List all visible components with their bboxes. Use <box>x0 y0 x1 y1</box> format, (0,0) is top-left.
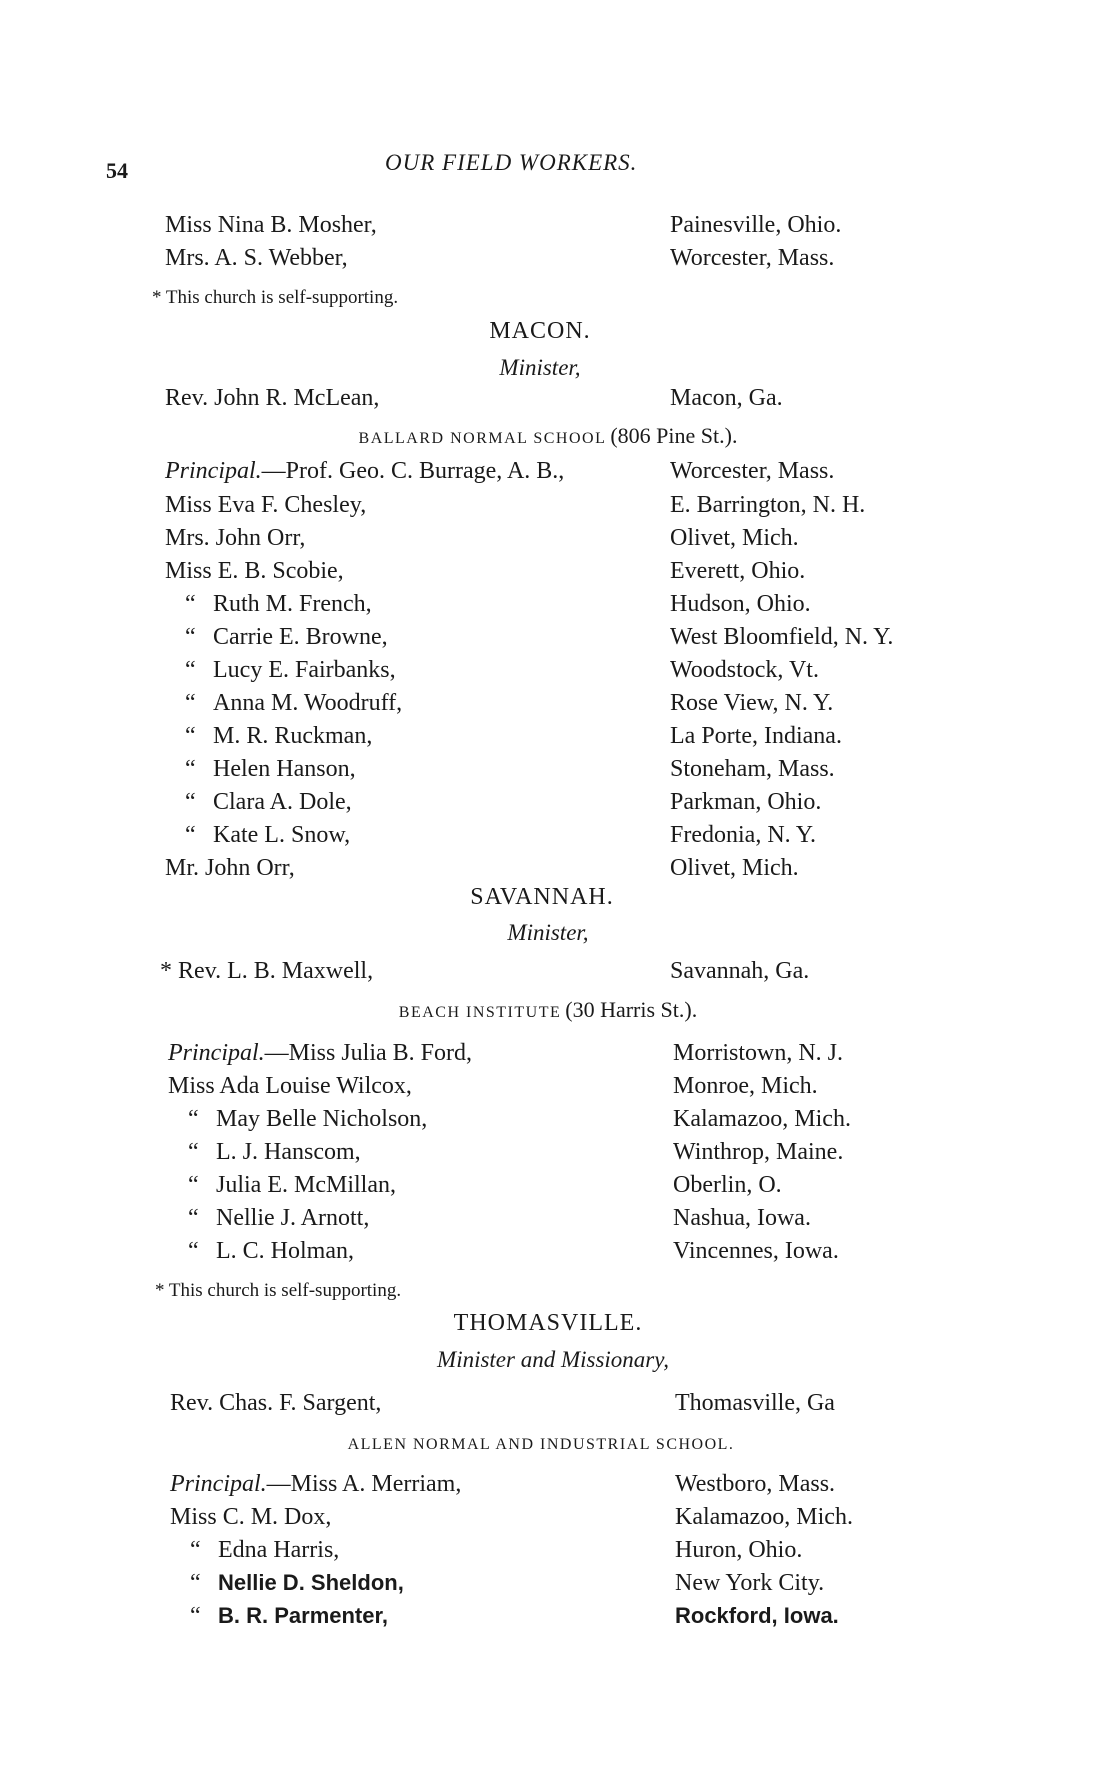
person-place: Thomasville, Ga <box>675 1390 835 1416</box>
school-name: BALLARD NORMAL SCHOOL <box>358 430 607 447</box>
person-name: Carrie E. Browne, <box>213 624 388 650</box>
ditto-mark: “ <box>185 591 196 617</box>
person-name: Miss C. M. Dox, <box>170 1504 332 1530</box>
person-place: Worcester, Mass. <box>670 245 835 271</box>
person-name: Mr. John Orr, <box>165 855 295 881</box>
person-name: Miss Nina B. Mosher, <box>165 212 377 238</box>
person-name: Helen Hanson, <box>213 756 356 782</box>
person-name: —Miss Julia B. Ford, <box>264 1040 473 1066</box>
person-name: Lucy E. Fairbanks, <box>213 657 396 683</box>
page-number: 54 <box>106 158 128 183</box>
ditto-mark: “ <box>185 690 196 716</box>
person-place: Morristown, N. J. <box>673 1040 844 1066</box>
running-head: OUR FIELD WORKERS. <box>385 150 638 175</box>
ditto-mark: “ <box>190 1570 201 1596</box>
person-place: Rockford, Iowa. <box>675 1603 839 1628</box>
person-name: —Miss A. Merriam, <box>266 1471 462 1497</box>
school-address: (806 Pine St.). <box>610 423 738 448</box>
person-name: Ruth M. French, <box>213 591 372 617</box>
person-place: Macon, Ga. <box>670 385 783 411</box>
person-name: Mrs. A. S. Webber, <box>165 245 348 271</box>
principal-label: Principal. <box>165 458 262 484</box>
person-name: Miss E. B. Scobie, <box>165 558 344 584</box>
person-name: Miss Eva F. Chesley, <box>165 492 367 518</box>
person-name: Anna M. Woodruff, <box>213 690 403 716</box>
person-name: —Prof. Geo. C. Burrage, A. B., <box>261 458 565 484</box>
ditto-mark: “ <box>185 756 196 782</box>
person-place: La Porte, Indiana. <box>670 723 842 749</box>
person-place: E. Barrington, N. H. <box>670 492 866 518</box>
person-name: Nellie J. Arnott, <box>216 1205 370 1231</box>
ditto-mark: “ <box>185 822 196 848</box>
person-place: Huron, Ohio. <box>675 1537 803 1563</box>
person-place: Woodstock, Vt. <box>670 657 819 683</box>
person-name: B. R. Parmenter, <box>218 1603 388 1628</box>
person-name: Miss Ada Louise Wilcox, <box>168 1073 412 1099</box>
person-place: Everett, Ohio. <box>670 558 806 584</box>
person-name: Edna Harris, <box>218 1537 340 1563</box>
ditto-mark: “ <box>185 657 196 683</box>
section-heading-savannah: SAVANNAH. <box>470 884 614 910</box>
person-name: Rev. John R. McLean, <box>165 385 380 411</box>
ditto-mark: “ <box>188 1205 199 1231</box>
person-place: Olivet, Mich. <box>670 525 799 551</box>
person-place: Hudson, Ohio. <box>670 591 811 617</box>
school-heading <box>0 997 1096 1023</box>
ditto-mark: “ <box>188 1139 199 1165</box>
principal-label: Principal. <box>168 1040 265 1066</box>
minister-label: Minister, <box>507 920 589 945</box>
person-name: L. C. Holman, <box>216 1238 354 1264</box>
school-name: BEACH INSTITUTE <box>398 1004 562 1021</box>
person-place: Olivet, Mich. <box>670 855 799 881</box>
person-place: Painesville, Ohio. <box>670 212 842 238</box>
minister-label: Minister, <box>499 355 581 380</box>
person-place: Worcester, Mass. <box>670 458 835 484</box>
person-place: New York City. <box>675 1570 825 1596</box>
person-name: M. R. Ruckman, <box>213 723 373 749</box>
minister-label: Minister and Missionary, <box>437 1347 669 1372</box>
person-place: Fredonia, N. Y. <box>670 822 816 848</box>
person-place: Vincennes, Iowa. <box>673 1238 839 1264</box>
school-heading <box>0 423 1096 449</box>
person-place: Westboro, Mass. <box>675 1471 836 1497</box>
person-name: Nellie D. Sheldon, <box>218 1570 404 1595</box>
person-place: Kalamazoo, Mich. <box>675 1504 853 1530</box>
school-address: (30 Harris St.). <box>565 997 698 1022</box>
person-place: West Bloomfield, N. Y. <box>670 624 894 650</box>
principal-label: Principal. <box>170 1471 267 1497</box>
person-name: Rev. Chas. F. Sargent, <box>170 1390 382 1416</box>
person-place: Winthrop, Maine. <box>673 1139 844 1165</box>
ditto-mark: “ <box>185 723 196 749</box>
ditto-mark: “ <box>190 1603 201 1629</box>
person-name: L. J. Hanscom, <box>216 1139 361 1165</box>
person-name: Julia E. McMillan, <box>216 1172 396 1198</box>
footnote: * This church is self-supporting. <box>155 1280 402 1301</box>
person-place: Rose View, N. Y. <box>670 690 834 716</box>
school-heading <box>0 1436 1089 1454</box>
person-place: Monroe, Mich. <box>673 1073 818 1099</box>
ditto-mark: “ <box>188 1106 199 1132</box>
person-name: * Rev. L. B. Maxwell, <box>160 958 374 984</box>
section-heading-macon: MACON. <box>489 318 591 344</box>
ditto-mark: “ <box>185 624 196 650</box>
ditto-mark: “ <box>185 789 196 815</box>
person-place: Stoneham, Mass. <box>670 756 835 782</box>
school-name: ALLEN NORMAL AND INDUSTRIAL SCHOOL. <box>347 1436 735 1453</box>
person-name: Mrs. John Orr, <box>165 525 306 551</box>
ditto-mark: “ <box>188 1172 199 1198</box>
person-name: Clara A. Dole, <box>213 789 352 815</box>
person-place: Oberlin, O. <box>673 1172 782 1198</box>
person-place: Nashua, Iowa. <box>673 1205 811 1231</box>
person-name: Kate L. Snow, <box>213 822 351 848</box>
section-heading-thomasville: THOMASVILLE. <box>453 1310 643 1336</box>
person-name: May Belle Nicholson, <box>216 1106 428 1132</box>
footnote: * This church is self-supporting. <box>152 287 399 308</box>
person-place: Parkman, Ohio. <box>670 789 822 815</box>
person-place: Savannah, Ga. <box>670 958 810 984</box>
ditto-mark: “ <box>190 1537 201 1563</box>
ditto-mark: “ <box>188 1238 199 1264</box>
person-place: Kalamazoo, Mich. <box>673 1106 851 1132</box>
